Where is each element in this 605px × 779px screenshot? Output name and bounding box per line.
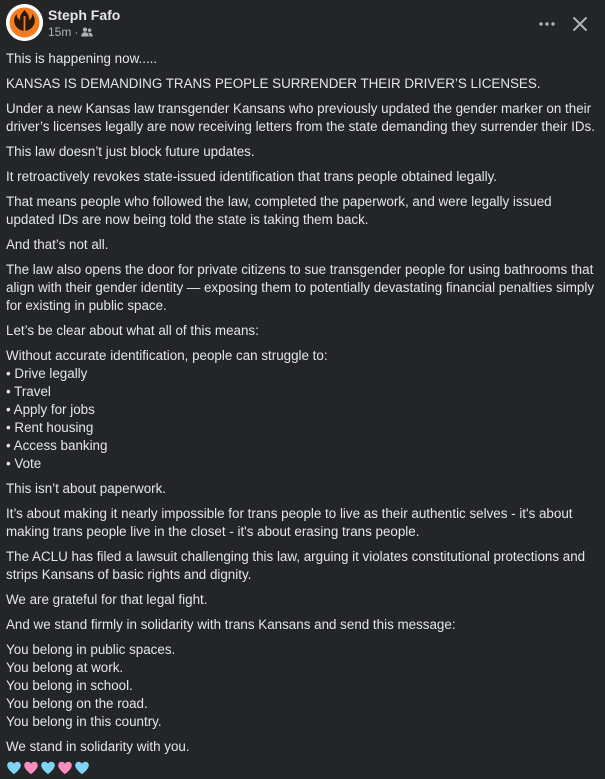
post-paragraph: KANSAS IS DEMANDING TRANS PEOPLE SURRENDER THEIR DRIVER’S LICENSES. [6,76,541,91]
post-paragraph: It’s about making it nearly impossible for trans people to live as their authentic selves - it's about making trans people live in the closet - it's about erasing trans people. [6,506,573,539]
post-time[interactable]: 15m [48,25,72,39]
post-list-paragraph: Without accurate identification, people can struggle to: • Drive legally • Travel • Apply for jobs • Rent housing • Access banking • Vote [6,348,328,471]
close-button[interactable] [566,10,594,38]
author-name[interactable]: Steph Fafo [48,7,121,23]
friends-icon[interactable] [81,27,93,37]
post-paragraph: The law also opens the door for private citizens to sue transgender people for using bathrooms that align with their gender identity — exposing them to potentially devastating financial penalties simply for existing in public space. [6,262,595,313]
post-paragraph: This isn’t about paperwork. [6,481,167,496]
meta-separator: · [74,25,79,39]
post-paragraph: This is happening now..... [6,51,158,66]
heart-emoji-row [6,760,90,776]
post-paragraph: Under a new Kansas law transgender Kansans who previously updated the gender marker on their driver’s licenses legally are now receiving letters from the state demanding they surrender their IDs. [6,101,595,134]
post-header [6,4,599,42]
post-paragraph: We are grateful for that legal fight. [6,592,208,607]
post-paragraph: We stand in solidarity with you. [6,739,190,754]
post-affirmations-paragraph: You belong in public spaces. You belong at work. You belong in school. You belong on the road. You belong in this country. [6,642,176,729]
avatar[interactable] [6,4,43,41]
post-paragraph: It retroactively revokes state-issued identification that trans people obtained legally. [6,169,498,184]
close-icon [572,16,588,32]
pink-heart-icon [23,760,39,776]
post-paragraph: This law doesn’t just block future updates. [6,144,255,159]
light-blue-heart-icon [74,760,90,776]
post-paragraph: Let’s be clear about what all of this means: [6,323,259,338]
post-paragraph: And that’s not all. [6,237,109,252]
post-paragraph: That means people who followed the law, completed the paperwork, and were legally issued updated IDs are now being told the state is taking them back. [6,194,552,227]
pink-heart-icon [57,760,73,776]
rebel-alliance-logo-icon [6,4,43,41]
post-paragraph: The ACLU has filed a lawsuit challenging this law, arguing it violates constitutional protections and strips Kansans of basic rights and dignity. [6,549,586,582]
more-options-button[interactable] [533,10,561,38]
light-blue-heart-icon [40,760,56,776]
post-paragraph: And we stand firmly in solidarity with trans Kansans and send this message: [6,617,456,632]
post-body [6,50,600,763]
post-meta [48,25,93,39]
light-blue-heart-icon [6,760,22,776]
more-horizontal-icon [539,22,555,26]
